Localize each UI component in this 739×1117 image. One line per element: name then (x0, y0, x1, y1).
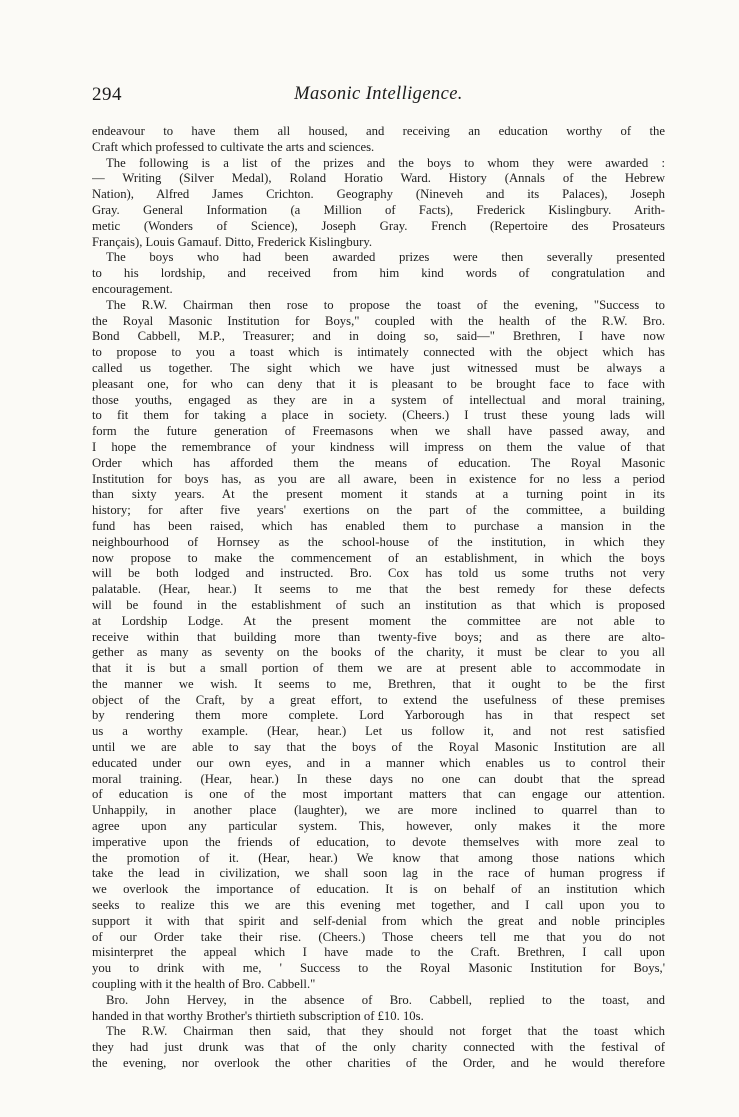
text-line: Unhappily, in another place (laughter), we are more inclined to quarrel than to (92, 803, 665, 818)
text-line: take the lead in civilization, we shall soon lag in the race of human progress if (92, 866, 665, 881)
text-line: those youths, engaged as they are in a system of intellectual and moral training, (92, 392, 665, 407)
text-line: history; for after five years' exertions on the part of the committee, a building (92, 503, 665, 518)
text-line: object of the Craft, by a great effort, to extend the usefulness of these premises (92, 692, 665, 707)
text-line: The boys who had been awarded prizes were then severally presented (106, 250, 665, 265)
text-line: Institution for boys has, as you are all aware, been in existence for no less a period (92, 471, 665, 486)
text-line: coupling with it the health of Bro. Cabbell." (92, 977, 316, 992)
text-line: to propose to you a toast which is intimately connected with the object which has (92, 345, 665, 360)
text-line: now propose to make the commencement of an establishment, in which the boys (92, 550, 665, 565)
text-line: pleasant one, for who can deny that it is pleasant to be brought face to face with (92, 376, 665, 391)
text-line: to fit them for taking a place in society. (Cheers.) I trust these young lads will (92, 408, 665, 423)
text-line: by rendering them more complete. Lord Yarborough has in that respect set (92, 708, 665, 723)
text-line: the manner we wish. It seems to me, Brethren, that it ought to be the first (92, 676, 665, 691)
text-line: misinterpret the appeal which I have made to the Craft. Brethren, I call upon (92, 945, 665, 960)
text-line: Craft which professed to cultivate the arts and sciences. (92, 139, 375, 154)
text-line: receive within that building more than twenty-five boys; and as there are alto- (92, 629, 665, 644)
text-line: of our Order take their rise. (Cheers.) Those cheers tell me that you do not (92, 929, 665, 944)
text-line: the promotion of it. (Hear, hear.) We know that among those nations which (92, 850, 665, 865)
text-line: Bro. John Hervey, in the absence of Bro. Cabbell, replied to the toast, and (106, 992, 665, 1007)
text-line: called us together. The sight which we have just witnessed must be always a (92, 360, 665, 375)
text-line: to his lordship, and received from him kind words of congratulation and (92, 266, 665, 281)
text-line: — Writing (Silver Medal), Roland Horatio Ward. History (Annals of the Hebrew (92, 171, 665, 186)
text-line: moral training. (Hear, hear.) In these days no one can doubt that the spread (92, 771, 665, 786)
text-line: imperative upon the friends of education, to devote themselves with more zeal to (92, 834, 665, 849)
text-line: handed in that worthy Brother's thirtieth subscription of £10. 10s. (92, 1008, 424, 1023)
text-line: Français), Louis Gamauf. Ditto, Frederick Kislingbury. (92, 234, 373, 249)
page-number: 294 (92, 84, 122, 105)
text-line: The R.W. Chairman then rose to propose the toast of the evening, "Success to (106, 297, 665, 312)
running-title: Masonic Intelligence. (294, 84, 463, 104)
text-line: of education is one of the most important matters that can engage our attention. (92, 787, 665, 802)
text-line: neighbourhood of Hornsey as the school-house of the institution, in which they (92, 534, 665, 549)
text-line: metic (Wonders of Science), Joseph Gray. French (Repertoire des Prosateurs (92, 218, 665, 233)
article-body (92, 124, 665, 1072)
text-line: Order which has afforded them the means of education. The Royal Masonic (92, 455, 665, 470)
text-line: palatable. (Hear, hear.) It seems to me that the best remedy for these defects (92, 582, 665, 597)
text-line: encouragement. (92, 281, 173, 296)
text-line: the Royal Masonic Institution for Boys," coupled with the health of the R.W. Bro. (92, 313, 665, 328)
text-line: seeks to realize this we are this evening met together, and I call upon you to (92, 898, 665, 913)
text-line: you to drink with me, ' Success to the Royal Masonic Institution for Boys,' (92, 961, 665, 976)
text-line: will be both lodged and instructed. Bro. Cox has told us some truths not very (92, 566, 665, 581)
page-header (92, 84, 665, 110)
text-line: gether as many as seventy on the books of the charity, it must be clear to you all (92, 645, 665, 660)
text-line: support it with that spirit and self-denial from which the great and noble principles (92, 913, 665, 928)
text-line: at Lordship Lodge. At the present moment the committee are not able to (92, 613, 665, 628)
text-line: Gray. General Information (a Million of Facts), Frederick Kislingbury. Arith- (92, 202, 665, 217)
text-line: educated under our own eyes, and in a manner which enables us to control their (92, 755, 665, 770)
text-line: The R.W. Chairman then said, that they should not forget that the toast which (106, 1024, 665, 1039)
text-line: Bond Cabbell, M.P., Treasurer; and in doing so, said—" Brethren, I have now (92, 329, 665, 344)
text-line: the evening, nor overlook the other charities of the Order, and he would therefore (92, 1056, 665, 1071)
text-line: Nation), Alfred James Crichton. Geography (Nineveh and its Palaces), Joseph (92, 187, 665, 202)
text-line: The following is a list of the prizes and the boys to whom they were awarded : (106, 155, 665, 170)
text-line: will be found in the establishment of such an institution as that which is proposed (92, 597, 665, 612)
text-line: than sixty years. At the present moment it stands at a turning point in its (92, 487, 665, 502)
text-line: fund has been raised, which has enabled them to purchase a mansion in the (92, 518, 665, 533)
text-line: form the future generation of Freemasons when we shall have passed away, and (92, 424, 665, 439)
text-line: until we are able to say that the boys of the Royal Masonic Institution are all (92, 740, 665, 755)
text-line: I hope the remembrance of your kindness will impress on them the value of that (92, 439, 665, 454)
text-line: that it is but a small portion of them we are at present able to accommodate in (92, 661, 665, 676)
text-line: we overlook the importance of education. It is on behalf of an institution which (92, 882, 665, 897)
text-line: endeavour to have them all housed, and receiving an education worthy of the (92, 124, 665, 138)
text-line: us a worthy example. (Hear, hear.) Let us follow it, and not rest satisfied (92, 724, 665, 739)
text-line: agree upon any particular system. This, however, only makes it the more (92, 819, 665, 834)
text-line: they had just drunk was that of the only charity connected with the festival of (92, 1040, 665, 1055)
